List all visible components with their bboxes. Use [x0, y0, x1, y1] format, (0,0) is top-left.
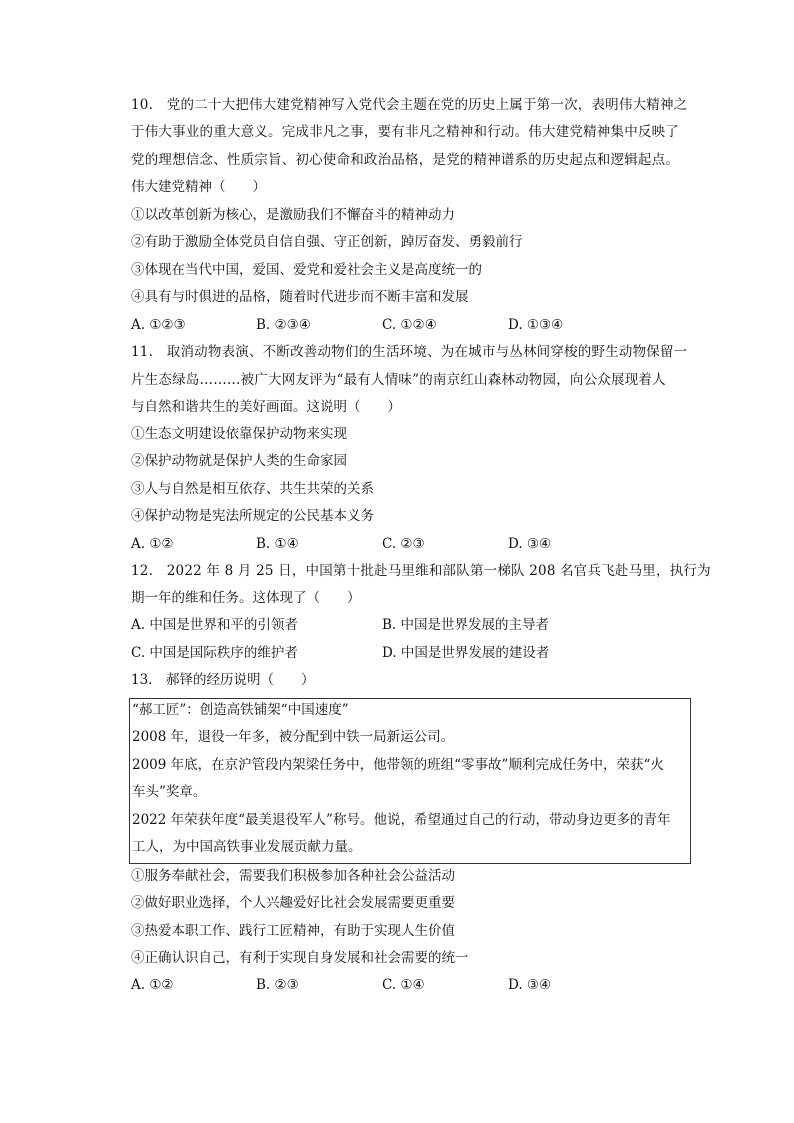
- question-11-option-a[interactable]: A. ①②: [131, 536, 174, 552]
- question-10-option-c[interactable]: C. ①②④: [382, 317, 437, 333]
- question-10-stem-line: 于伟大事业的重大意义。完成非凡之事，要有非凡之精神和行动。伟大建党精神集中反映了: [131, 124, 679, 140]
- question-11-prompt: 与自然和谐共生的美好画面。这说明（ ）: [131, 399, 401, 415]
- question-13-prompt: 13. 郝铎的经历说明（ ）: [131, 672, 315, 688]
- question-13-statement: ③热爱本职工作、践行工匠精神，有助于实现人生价值: [131, 923, 455, 939]
- question-10-option-a[interactable]: A. ①②③: [131, 317, 186, 333]
- question-13-statement: ①服务奉献社会，需要我们积极参加各种社会公益活动: [131, 868, 455, 884]
- material-box: [129, 698, 691, 864]
- question-10-option-d[interactable]: D. ①③④: [508, 317, 564, 333]
- question-13-option-b[interactable]: B. ②③: [256, 977, 299, 993]
- question-10-stem-line: 10. 党的二十大把伟大建党精神写入党代会主题在党的历史上属于第一次，表明伟大精神之: [131, 97, 688, 113]
- question-13-statement: ②做好职业选择，个人兴趣爱好比社会发展需要更重要: [131, 895, 455, 911]
- question-10-statement: ④具有与时俱进的品格，随着时代进步而不断丰富和发展: [131, 289, 469, 305]
- question-11-stem-line: 11. 取消动物表演、不断改善动物们的生活环境、为在城市与丛林间穿梭的野生动物保留一: [131, 344, 688, 360]
- question-10-statement: ③体现在当代中国，爱国、爱党和爱社会主义是高度统一的: [131, 262, 482, 278]
- question-12-prompt: 期一年的维和任务。这体现了（ ）: [131, 590, 361, 606]
- question-12-option-b[interactable]: B. 中国是世界发展的主导者: [382, 617, 550, 633]
- question-13-statement: ④正确认识自己，有利于实现自身发展和社会需要的统一: [131, 950, 469, 966]
- question-11-statement: ①生态文明建设依靠保护动物来实现: [131, 426, 347, 442]
- question-11-option-d[interactable]: D. ③④: [508, 536, 552, 552]
- question-10-prompt: 伟大建党精神（ ）: [131, 179, 266, 195]
- material-line: 2008 年，退役一年多，被分配到中铁一局新运公司。: [132, 729, 455, 745]
- material-line: 车头”奖章。: [132, 784, 207, 800]
- material-line: 2009 年底，在京沪管段内架梁任务中，他带领的班组“零事故”顺利完成任务中，荣获“火: [132, 757, 664, 773]
- question-11-statement: ④保护动物是宪法所规定的公民基本义务: [131, 508, 374, 524]
- question-11-option-b[interactable]: B. ①④: [256, 536, 299, 552]
- question-10-statement: ②有助于激励全体党员自信自强、守正创新，踔厉奋发、勇毅前行: [131, 234, 523, 250]
- question-10-stem-line: 党的理想信念、性质宗旨、初心使命和政治品格，是党的精神谱系的历史起点和逻辑起点。: [131, 152, 679, 168]
- question-12-option-c[interactable]: C. 中国是国际秩序的维护者: [131, 645, 298, 661]
- question-10-option-b[interactable]: B. ②③④: [256, 317, 311, 333]
- question-13-option-d[interactable]: D. ③④: [508, 977, 552, 993]
- question-12-option-a[interactable]: A. 中国是世界和平的引领者: [131, 617, 298, 633]
- question-11-statement: ③人与自然是相互依存、共生共荣的关系: [131, 481, 374, 497]
- question-10-statement: ①以改革创新为核心，是激励我们不懈奋斗的精神动力: [131, 207, 455, 223]
- question-12-stem-line: 12. 2022 年 8 月 25 日，中国第十批赴马里维和部队第一梯队 208 名官兵飞赴马里，执行为: [131, 563, 711, 579]
- material-line: 2022 年荣获年度“最美退役军人”称号。他说，希望通过自己的行动，带动身边更多的青年: [132, 812, 671, 828]
- question-11-option-c[interactable]: C. ②③: [382, 536, 425, 552]
- question-12-option-d[interactable]: D. 中国是世界发展的建设者: [382, 645, 550, 661]
- material-line: 工人，为中国高铁事业发展贡献力量。: [132, 839, 362, 855]
- question-13-option-a[interactable]: A. ①②: [131, 977, 174, 993]
- question-13-option-c[interactable]: C. ①④: [382, 977, 425, 993]
- question-11-stem-line: 片生态绿岛………被广大网友评为“最有人情味”的南京红山森林动物园，向公众展现着人: [131, 372, 666, 388]
- question-11-statement: ②保护动物就是保护人类的生命家园: [131, 453, 347, 469]
- material-title: “郝工匠”：创造高铁铺架“中国速度”: [132, 702, 349, 718]
